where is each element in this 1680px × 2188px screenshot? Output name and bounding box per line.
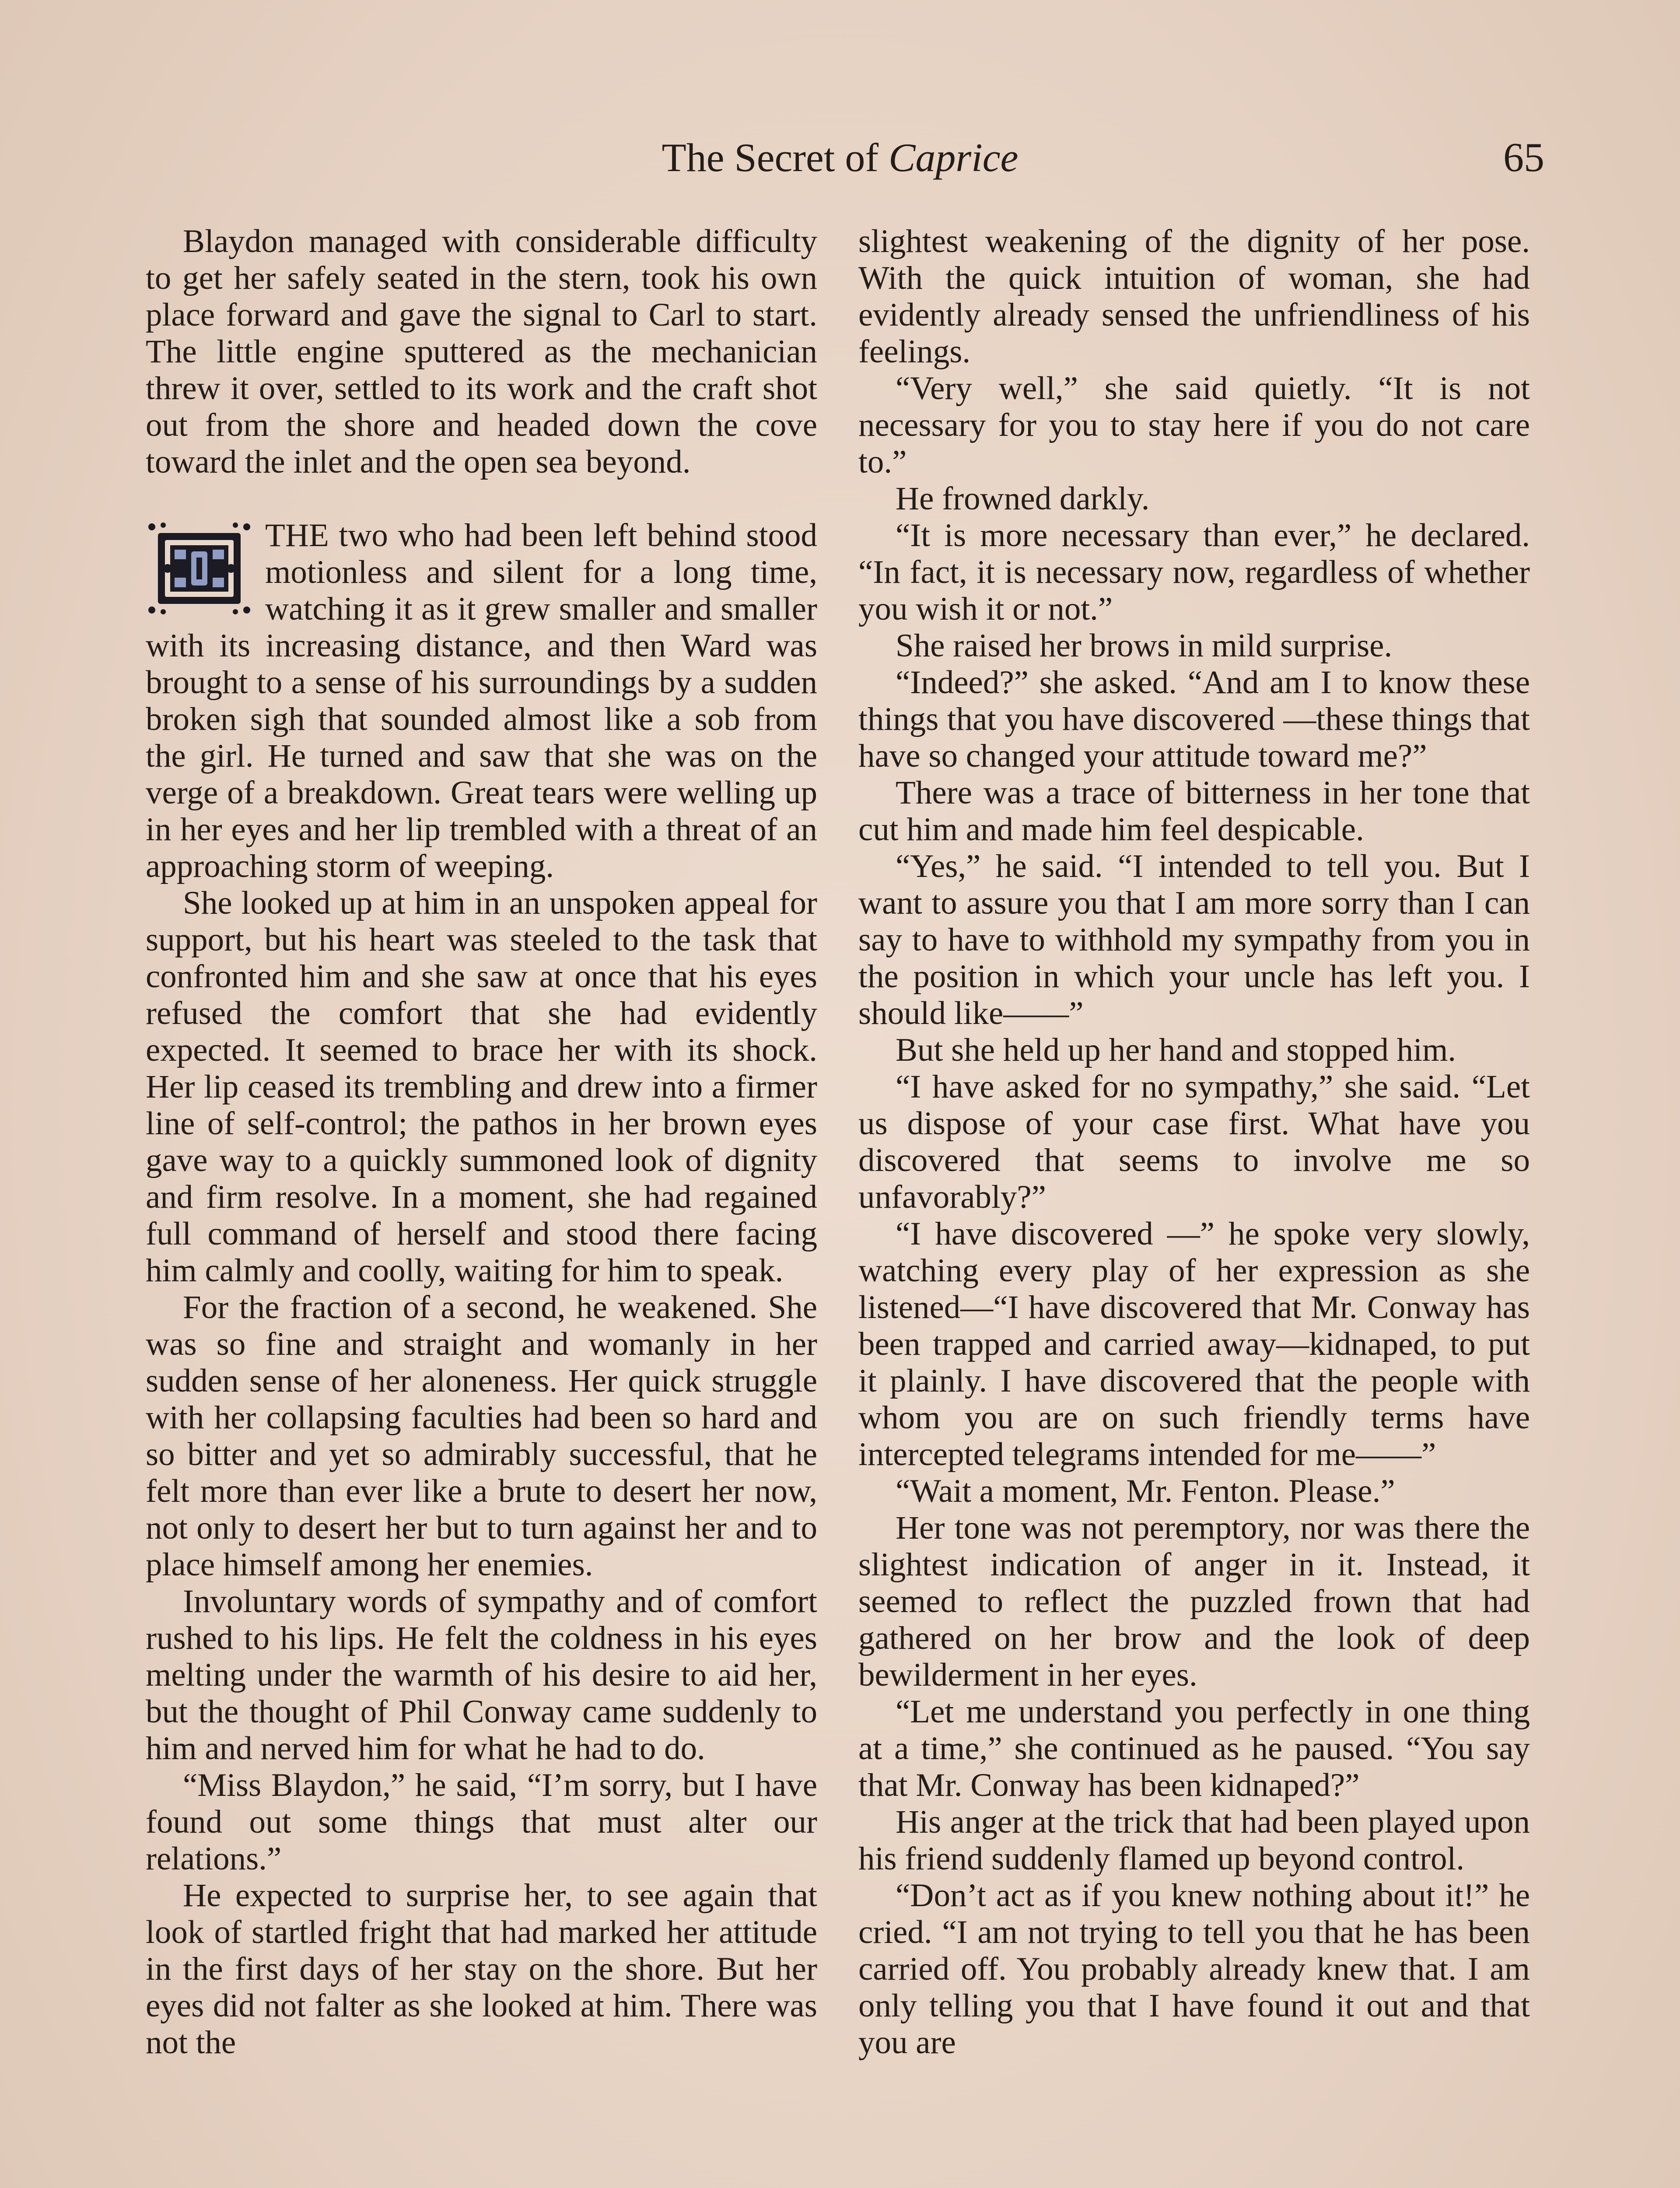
paragraph: There was a trace of bitterness in her tone that cut him and made him feel despicable. xyxy=(858,775,1530,848)
paragraph: His anger at the trick that had been played upon his friend suddenly flamed up beyond control. xyxy=(858,1804,1530,1877)
right-column xyxy=(858,223,1530,2061)
title-italic: Caprice xyxy=(889,135,1018,180)
paragraph: “Don’t act as if you knew nothing about it!” he cried. “I am not trying to tell you that he has been carried off. You probably already knew that. I am only telling you that I have found it out and that you are xyxy=(858,1877,1530,2061)
ornament-icon xyxy=(146,521,253,616)
paragraph: “Yes,” he said. “I intended to tell you. But I want to assure you that I am more sorry than I can say to have to withhold my sympathy from you in the position in which your uncle has left you. I should like——” xyxy=(858,848,1530,1031)
page-number: 65 xyxy=(1503,135,1544,180)
left-column xyxy=(146,223,817,2061)
paragraph: “Wait a moment, Mr. Fenton. Please.” xyxy=(896,1473,1395,1509)
running-title xyxy=(144,127,1536,188)
paragraph: He expected to surprise her, to see again that look of startled fright that had marked her attitude in the first days of her stay on the shore. But her eyes did not falter as she looked at him. There was not the xyxy=(146,1877,817,2061)
paragraph: She looked up at him in an unspoken appeal for support, but his heart was steeled to the task that confronted him and she saw at once that his eyes refused the comfort that she had evidently expected. It seemed to brace her with its shock. Her lip ceased its trembling and drew into a firmer line of self-control; the pathos in her brown eyes gave way to a quickly summoned look of dignity and firm resolve. In a moment, she had regained full command of herself and stood there facing him calmly and coolly, waiting for him to speak. xyxy=(146,885,817,1289)
paragraph: “Let me understand you perfectly in one thing at a time,” she continued as he paused. “You say that Mr. Conway has been kidnaped?” xyxy=(858,1694,1530,1803)
paragraph-text: THE two who had been left behind stood motionless and silent for a long time, watching it as it grew smaller and smaller with its increasing distance, and then Ward was brought to a sense of his surroundings by a sudden broken sigh that sounded almost like a sob from the girl. He turned and saw that she was on the verge of a breakdown. Great tears were welling up in her eyes and her lip trembled with a threat of an approaching storm of weeping. xyxy=(146,517,817,884)
paragraph: “It is more necessary than ever,” he declared. “In fact, it is necessary now, regardless of whether you wish it or not.” xyxy=(858,517,1530,627)
paragraph: “I have discovered —” he spoke very slowly, watching every play of her expression as she listened—“I have discovered that Mr. Conway has been trapped and carried away—kidnaped, to put it plainly. I have discovered that the people with whom you are on such friendly terms have intercepted telegrams intended for me——” xyxy=(858,1216,1530,1473)
page-header xyxy=(144,127,1544,188)
paragraph: Blaydon managed with considerable difficulty to get her safely seated in the stern, took his own place forward and gave the signal to Carl to start. The little engine sputtered as the mechanician threw it over, settled to its work and the craft shot out from the shore and headed down the cove toward the inlet and the open sea beyond. xyxy=(146,223,817,480)
paragraph: She raised her brows in mild surprise. xyxy=(896,628,1393,664)
paragraph: “Very well,” she said quietly. “It is not necessary for you to stay here if you do not care to.” xyxy=(858,370,1530,480)
paragraph: slightest weakening of the dignity of her pose. With the quick intuition of woman, she had evidently already sensed the unfriendliness of his feelings. xyxy=(858,223,1530,370)
paragraph: Her tone was not peremptory, nor was there the slightest indication of anger in it. Instead, it seemed to reflect the puzzled frown that had gathered on her brow and the look of deep bewilderment in her eyes. xyxy=(858,1510,1530,1693)
paragraph: “Indeed?” she asked. “And am I to know these things that you have discovered —these things that have so changed your attitude toward me?” xyxy=(858,664,1530,774)
paragraph: “Miss Blaydon,” he said, “I’m sorry, but I have found out some things that must alter our relations.” xyxy=(146,1767,817,1877)
title-prefix: The Secret of xyxy=(662,135,879,180)
paragraph: “I have asked for no sympathy,” she said. “Let us dispose of your case first. What have you discovered that seems to involve me so unfavorably?” xyxy=(858,1069,1530,1215)
paragraph: He frowned darkly. xyxy=(896,480,1150,517)
paragraph: For the fraction of a second, he weakened. She was so fine and straight and womanly in her sudden sense of her aloneness. Her quick struggle with her collapsing faculties had been so hard and so bitter and yet so admirably successful, that he felt more than ever like a brute to desert her now, not only to desert her but to turn against her and to place himself among her enemies. xyxy=(146,1289,817,1583)
paragraph: Involuntary words of sympathy and of comfort rushed to his lips. He felt the coldness in his eyes melting under the warmth of his desire to aid her, but the thought of Phil Conway came suddenly to him and nerved him for what he had to do. xyxy=(146,1583,817,1767)
paragraph-dropcap xyxy=(146,517,817,885)
paragraph: But she held up her hand and stopped him. xyxy=(896,1032,1456,1068)
